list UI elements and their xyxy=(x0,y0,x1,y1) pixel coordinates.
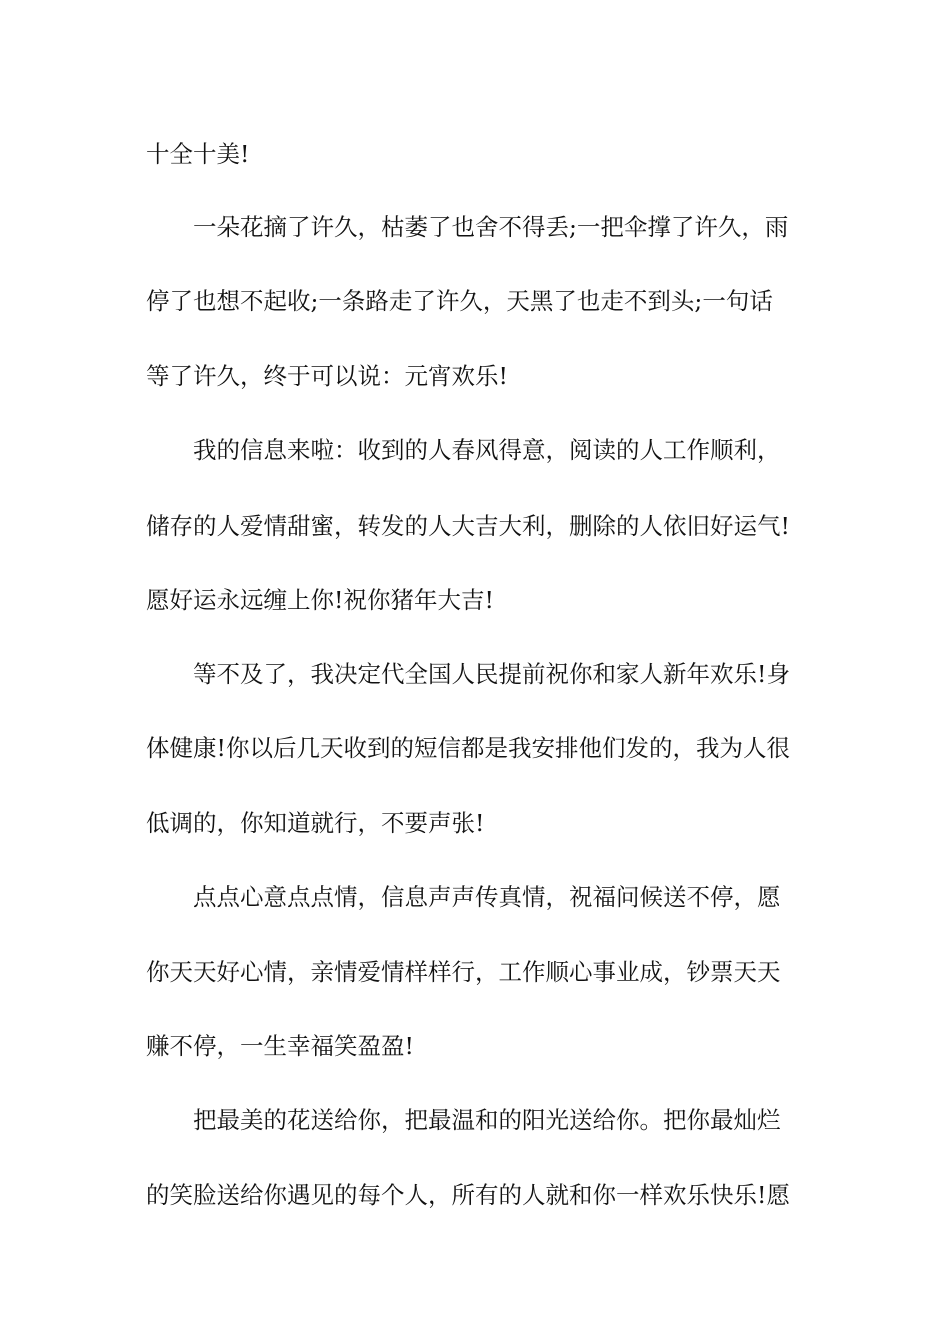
paragraph-first-line: 我的信息来啦：收到的人春风得意，阅读的人工作顺利， xyxy=(193,436,781,464)
text-line: 停了也想不起收;一条路走了许久，天黑了也走不到头;一句话 xyxy=(146,287,773,315)
paragraph-first-line: 点点心意点点情，信息声声传真情，祝福问候送不停，愿 xyxy=(193,883,781,911)
text-line: 等了许久，终于可以说：元宵欢乐! xyxy=(146,362,508,390)
paragraph-first-line: 把最美的花送给你，把最温和的阳光送给你。把你最灿烂 xyxy=(193,1106,781,1134)
text-line: 储存的人爱情甜蜜，转发的人大吉大利，删除的人依旧好运气! xyxy=(146,512,790,540)
text-line: 你天天好心情，亲情爱情样样行，工作顺心事业成，钞票天天 xyxy=(146,958,781,986)
text-line: 赚不停，一生幸福笑盈盈! xyxy=(146,1032,414,1060)
paragraph-first-line: 一朵花摘了许久，枯萎了也舍不得丢;一把伞撑了许久，雨 xyxy=(193,213,789,241)
text-line: 十全十美! xyxy=(146,140,250,168)
text-line: 的笑脸送给你遇见的每个人，所有的人就和你一样欢乐快乐!愿 xyxy=(146,1181,790,1209)
paragraph-first-line: 等不及了，我决定代全国人民提前祝你和家人新年欢乐!身 xyxy=(193,660,790,688)
text-line: 低调的，你知道就行，不要声张! xyxy=(146,809,485,837)
text-line: 愿好运永远缠上你!祝你猪年大吉! xyxy=(146,586,494,614)
text-line: 体健康!你以后几天收到的短信都是我安排他们发的，我为人很 xyxy=(146,734,790,762)
